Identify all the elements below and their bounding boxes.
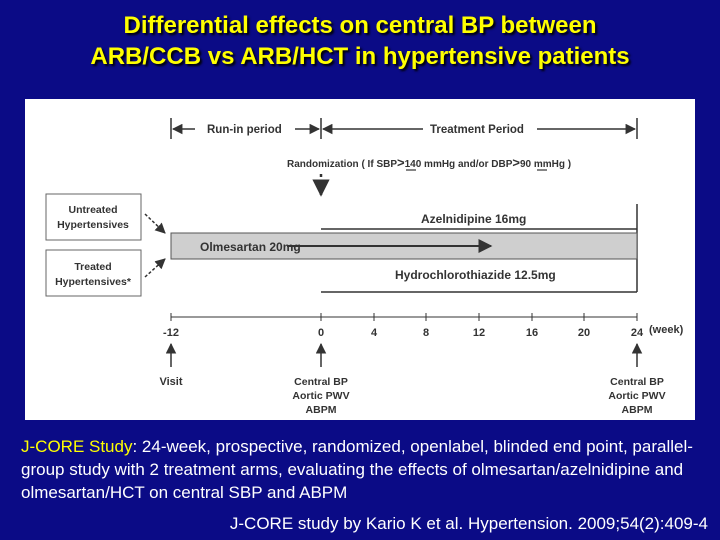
baseline-central-bp: Central BP xyxy=(294,376,348,388)
olmesartan-label: Olmesartan 20mg xyxy=(200,240,301,254)
study-description xyxy=(21,435,711,504)
tick-label: -12 xyxy=(163,327,179,339)
run-in-period-label: Run-in period xyxy=(207,124,282,136)
study-design-diagram xyxy=(25,99,695,420)
final-abpm: ABPM xyxy=(621,404,653,416)
study-description-text: : 24-week, prospective, randomized, openlabel, blinded end point, parallel-group study with 2 treatment arms, evaluating the effects of olmesartan/azelnidipine and olmesartan/HCT on central SBP and ABPM xyxy=(21,437,693,502)
treated-hypertensives-box xyxy=(46,250,141,296)
treated-entry-arrow xyxy=(145,259,165,277)
slide-title xyxy=(0,10,720,72)
azelnidipine-label: Azelnidipine 16mg xyxy=(421,212,527,226)
geq-symbol-2: > xyxy=(512,155,520,170)
baseline-abpm: ABPM xyxy=(305,404,337,416)
tick-label: 4 xyxy=(370,327,378,339)
tick-label: 12 xyxy=(472,327,486,339)
final-central-bp: Central BP xyxy=(610,376,664,388)
tick-label: 20 xyxy=(577,327,591,339)
untreated-entry-arrow xyxy=(145,214,165,233)
visit-label: Visit xyxy=(159,376,183,388)
title-line-2: ARB/CCB vs ARB/HCT in hypertensive patients xyxy=(90,43,630,70)
week-unit-label: (week) xyxy=(649,324,684,336)
citation: J-CORE study by Kario K et al. Hypertension. 2009;54(2):409-4 xyxy=(229,514,708,533)
hct-label: Hydrochlorothiazide 12.5mg xyxy=(395,268,556,282)
baseline-aortic-pwv: Aortic PWV xyxy=(292,390,350,402)
tick-label: 0 xyxy=(317,327,325,339)
treatment-period-label: Treatment Period xyxy=(430,124,524,136)
treated-line-2: Hypertensives* xyxy=(55,276,131,288)
untreated-line-2: Hypertensives xyxy=(57,219,129,231)
untreated-hypertensives-box xyxy=(46,194,141,240)
tick-label: 16 xyxy=(525,327,539,339)
tick-label: 8 xyxy=(422,327,430,339)
untreated-line-1: Untreated xyxy=(68,204,118,216)
geq-symbol-1: > xyxy=(397,155,405,170)
randomization-criteria: Randomization ( If SBP>140 mmHg and/or DBP>90 mmHg ) xyxy=(287,155,572,170)
treated-line-1: Treated xyxy=(74,261,112,273)
title-line-1: Differential effects on central BP between xyxy=(123,12,597,39)
tick-label: 24 xyxy=(630,327,644,339)
final-aortic-pwv: Aortic PWV xyxy=(608,390,666,402)
study-name: J-CORE Study xyxy=(21,437,133,456)
